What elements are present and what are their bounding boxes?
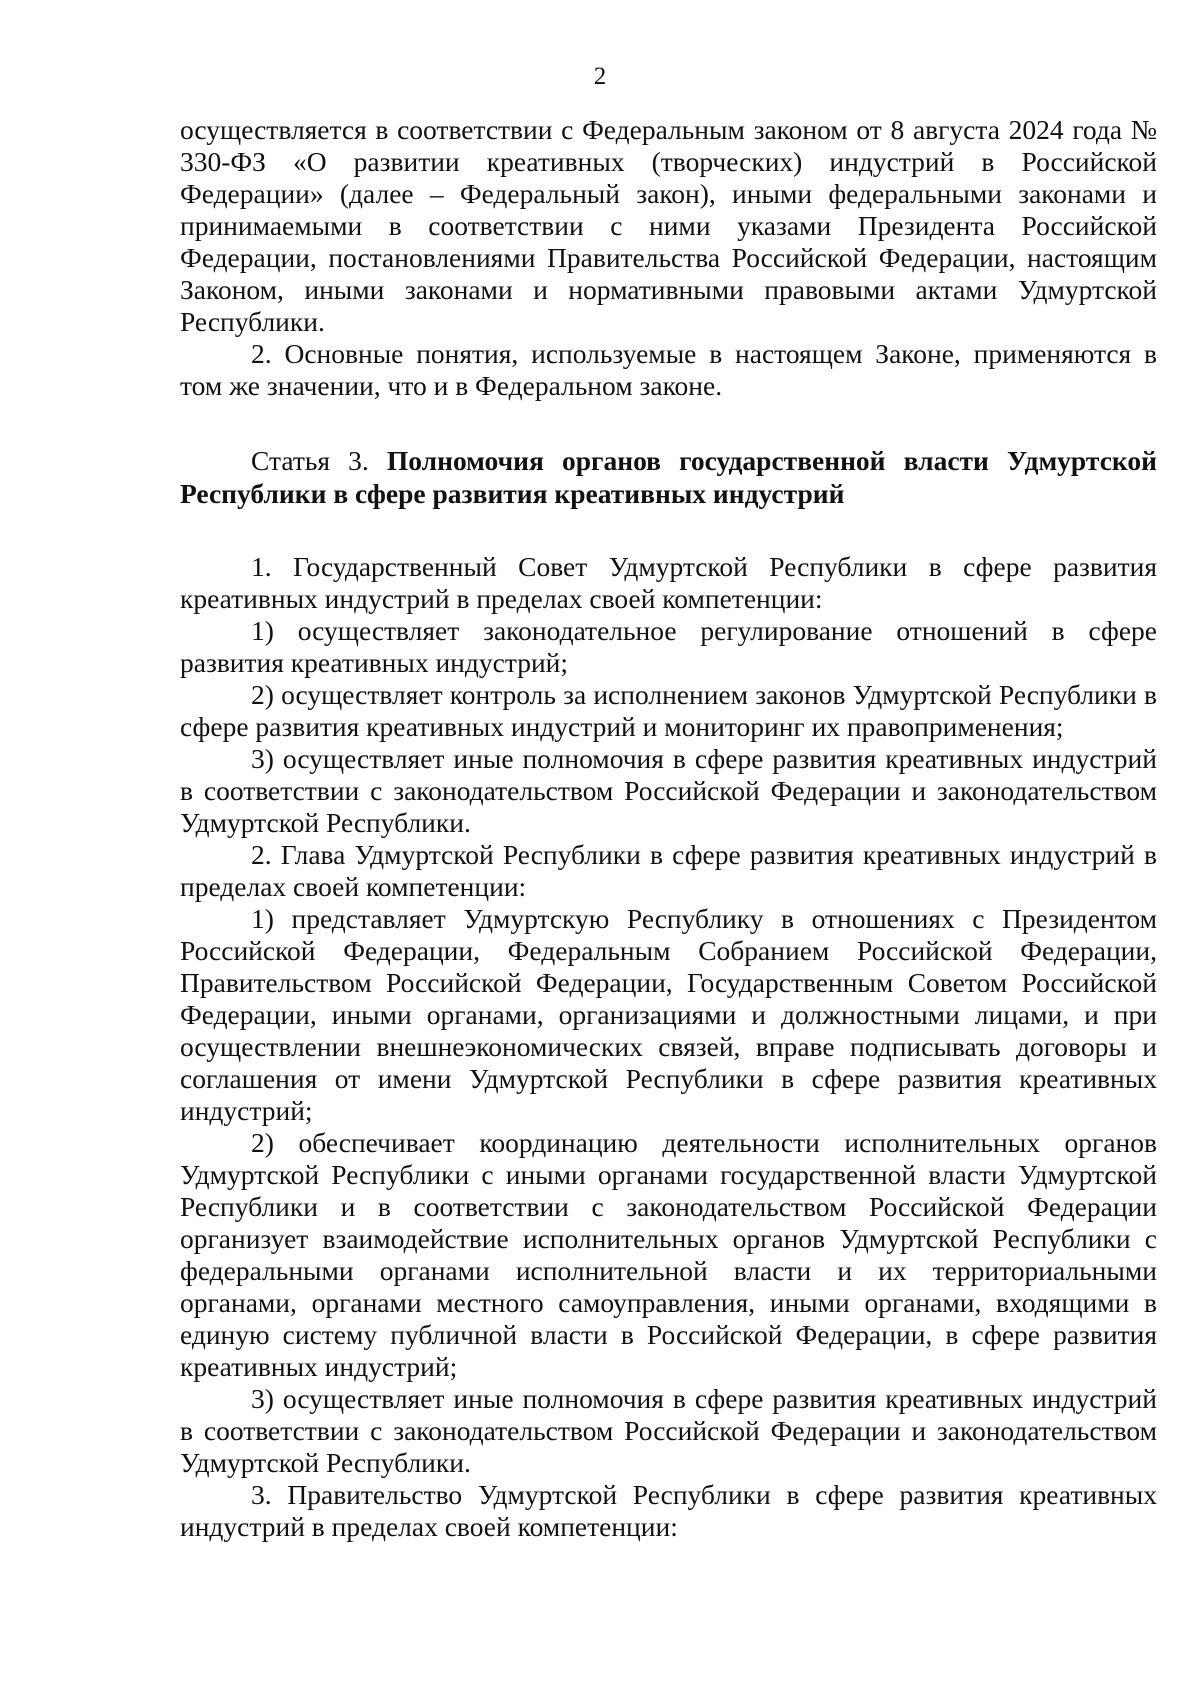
document-body (180, 114, 1157, 1543)
paragraph-state-council: 1. Государственный Совет Удмуртской Республики в сфере развития креативных индустрий в пределах своей компетенции: (180, 551, 1157, 614)
list-item-state-council-2: 2) осуществляет контроль за исполнением законов Удмуртской Республики в сфере развития креативных индустрий и мониторинг их правоприменения; (180, 679, 1157, 742)
article-number: Статья 3. (251, 445, 369, 476)
paragraph-head-of-republic: 2. Глава Удмуртской Республики в сфере развития креативных индустрий в пределах своей компетенции: (180, 839, 1157, 902)
paragraph-2-basic-concepts: 2. Основные понятия, используемые в настоящем Законе, применяются в том же значении, что и в Федеральном законе. (180, 338, 1157, 401)
article-title: Полномочия органов государственной власти Удмуртской Республики в сфере развития креативных индустрий (180, 445, 1157, 509)
list-item-head-2: 2) обеспечивает координацию деятельности исполнительных органов Удмуртской Республики с иными органами государственной власти Удмуртской Республики и в соответствии с законодательством Российской Федерации организует взаимодействие исполнительных органов Удмуртской Республики с федеральными органами исполнительной власти и их территориальными органами, органами местного самоуправления, иными органами, входящими в единую систему публичной власти в Российской Федерации, в сфере развития креативных индустрий; (180, 1127, 1157, 1382)
list-item-head-1: 1) представляет Удмуртскую Республику в отношениях с Президентом Российской Федерации, Федеральным Собранием Российской Федерации, Правительством Российской Федерации, Государственным Советом Российской Федерации, иными органами, организациями и должностными лицами, и при осуществлении внешнеэкономических связей, вправе подписывать договоры и соглашения от имени Удмуртской Республики в сфере развития креативных индустрий; (180, 903, 1157, 1126)
article-heading (180, 444, 1157, 510)
page-number: 2 (593, 63, 607, 90)
paragraph-continuation: осуществляется в соответствии с Федеральным законом от 8 августа 2024 года № 330-ФЗ «О развитии креативных (творческих) индустрий в Российской Федерации» (далее – Федеральный закон), иными федеральными законами и принимаемыми в соответствии с ними указами Президента Российской Федерации, постановлениями Правительства Российской Федерации, настоящим Законом, иными законами и нормативными правовыми актами Удмуртской Республики. (180, 114, 1157, 337)
list-item-state-council-3: 3) осуществляет иные полномочия в сфере развития креативных индустрий в соответствии с законодательством Российской Федерации и законодательством Удмуртской Республики. (180, 743, 1157, 838)
list-item-head-3: 3) осуществляет иные полномочия в сфере развития креативных индустрий в соответствии с законодательством Российской Федерации и законодательством Удмуртской Республики. (180, 1383, 1157, 1478)
list-item-state-council-1: 1) осуществляет законодательное регулирование отношений в сфере развития креативных индустрий; (180, 615, 1157, 678)
paragraph-government: 3. Правительство Удмуртской Республики в сфере развития креативных индустрий в пределах своей компетенции: (180, 1479, 1157, 1542)
